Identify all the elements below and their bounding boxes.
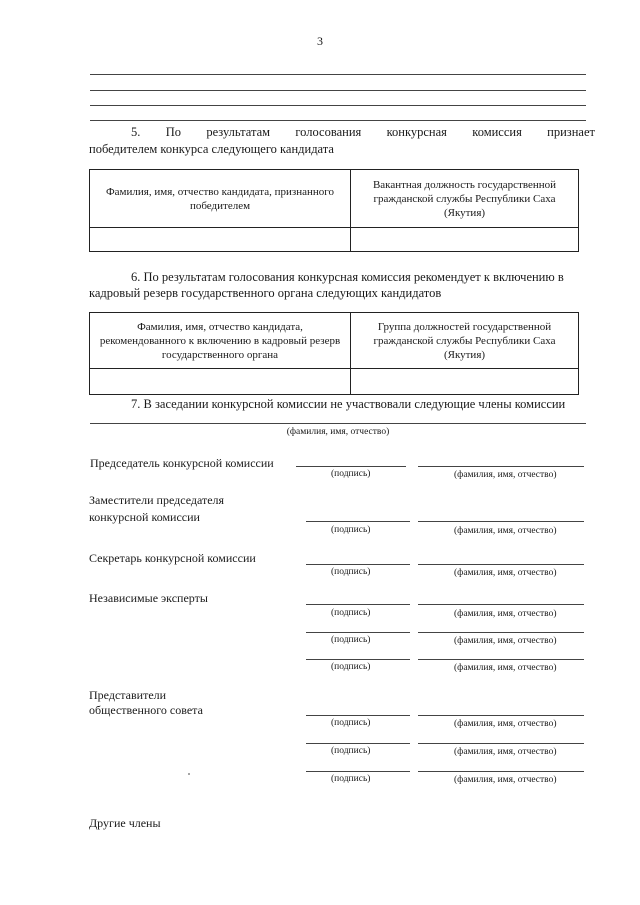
name-caption: (фамилия, имя, отчество) [454,775,557,785]
name-caption: (фамилия, имя, отчество) [454,470,557,480]
fill-line [90,74,586,75]
section6-line1: 6. По результатам голосования конкурсная комиссия рекомендует к включению в [131,270,564,284]
role-public-line2: общественного совета [89,703,203,717]
role-deputy-line2: конкурсной комиссии [89,510,200,524]
name-line [418,604,584,605]
name-line [418,466,584,467]
page-number: 3 [317,34,323,48]
winner-table-cell-position [351,228,579,252]
signature-line [306,521,410,522]
role-chairman: Председатель конкурсной комиссии [90,456,274,470]
reserve-table-cell-name [90,369,351,395]
name-line [418,632,584,633]
role-secretary: Секретарь конкурсной комиссии [89,551,256,565]
name-caption: (фамилия, имя, отчество) [454,568,557,578]
section6-line2: кадровый резерв государственного органа следующих кандидатов [89,286,442,300]
role-public-line1: Представители [89,688,167,702]
name-caption: (фамилия, имя, отчество) [454,609,557,619]
role-other: Другие члены [89,816,161,830]
signature-line [306,564,410,565]
signature-caption: (подпись) [331,525,371,535]
role-experts: Независимые эксперты [89,591,208,605]
section5-line1: 5. По результатам голосования конкурсная комиссия признает [131,125,595,139]
signature-caption: (подпись) [331,469,371,479]
winner-table [89,169,579,252]
reserve-table-header-group: Группа должностей государственной гражданской службы Республики Саха (Якутия) [351,313,579,369]
winner-table-header-position: Вакантная должность государственной гражданской службы Республики Саха (Якутия) [351,170,579,228]
winner-table-cell-name [90,228,351,252]
fill-line [90,105,586,106]
reserve-table [89,312,579,395]
signature-line [296,466,406,467]
name-caption: (фамилия, имя, отчество) [454,719,557,729]
name-line [418,659,584,660]
name-line [418,715,584,716]
scan-speck [188,773,190,775]
signature-caption: (подпись) [331,662,371,672]
fill-line [90,90,586,91]
signature-line [306,604,410,605]
name-caption: (фамилия, имя, отчество) [454,636,557,646]
section7-text: 7. В заседании конкурсной комиссии не участвовали следующие члены комиссии [131,397,566,411]
signature-caption: (подпись) [331,635,371,645]
role-deputy-line1: Заместители председателя [89,493,225,507]
signature-line [306,659,410,660]
name-line [418,743,584,744]
signature-caption: (подпись) [331,774,371,784]
reserve-table-cell-group [351,369,579,395]
absent-members-line [90,423,586,424]
name-caption: (фамилия, имя, отчество) [454,526,557,536]
fill-line [90,120,586,121]
signature-line [306,715,410,716]
signature-caption: (подпись) [331,567,371,577]
signature-caption: (подпись) [331,608,371,618]
name-line [418,564,584,565]
name-caption: (фамилия, имя, отчество) [454,747,557,757]
name-caption: (фамилия, имя, отчество) [454,663,557,673]
signature-caption: (подпись) [331,746,371,756]
signature-line [306,632,410,633]
name-line [418,771,584,772]
reserve-table-header-name: Фамилия, имя, отчество кандидата, рекомендованного к включению в кадровый резерв государственного органа [90,313,351,369]
signature-caption: (подпись) [331,718,371,728]
absent-members-caption: (фамилия, имя, отчество) [286,427,390,437]
signature-line [306,743,410,744]
name-line [418,521,584,522]
winner-table-header-name: Фамилия, имя, отчество кандидата, признанного победителем [90,170,351,228]
signature-line [306,771,410,772]
section5-line2: победителем конкурса следующего кандидата [89,142,334,156]
